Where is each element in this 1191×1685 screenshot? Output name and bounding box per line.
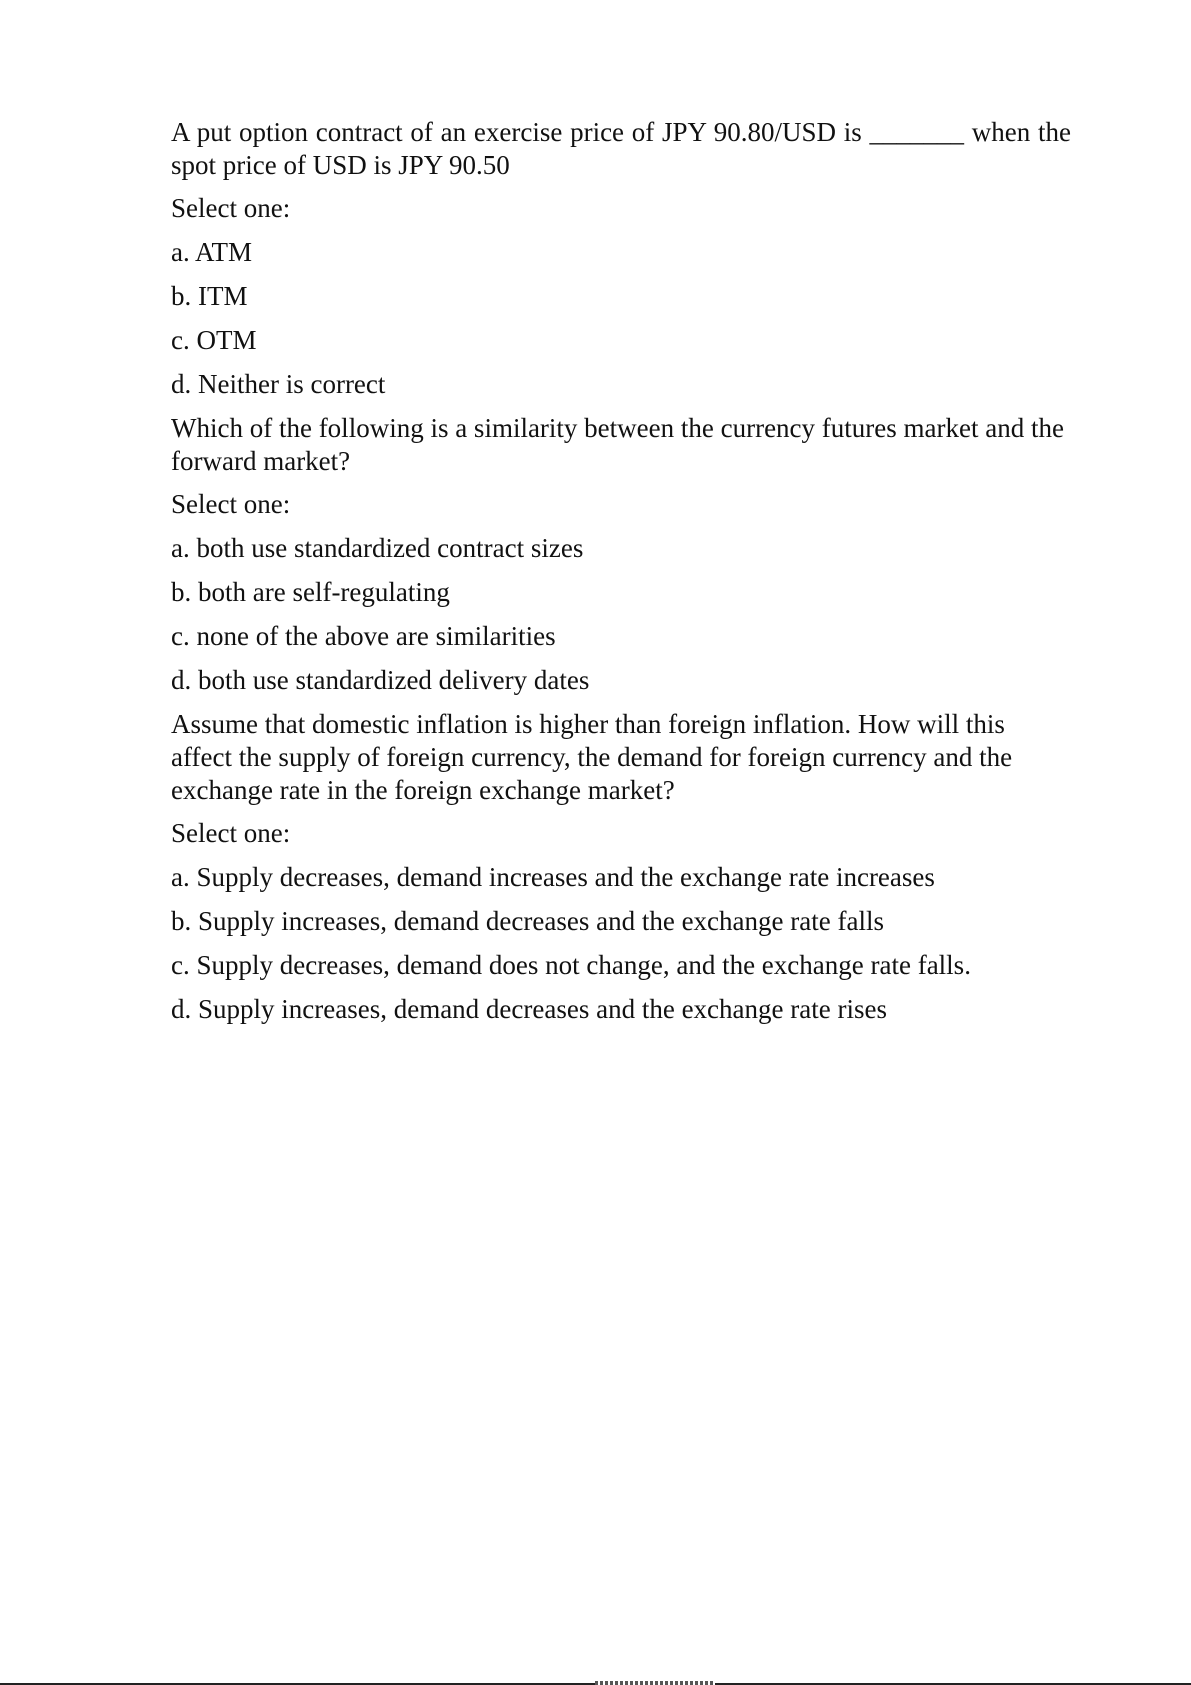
question-text: Assume that domestic inflation is higher than foreign inflation. How will this affect the supply of foreign currency, the demand for foreign currency and the exchange rate in the foreign exchange market? bbox=[171, 709, 1013, 805]
select-one-label: Select one: bbox=[171, 818, 291, 848]
question-2 bbox=[171, 412, 1071, 697]
option-c[interactable]: c. OTM bbox=[171, 325, 257, 355]
select-one-label: Select one: bbox=[171, 193, 291, 223]
option-d[interactable]: d. Supply increases, demand decreases and the exchange rate rises bbox=[171, 994, 887, 1024]
question-text: Which of the following is a similarity between the currency futures market and the forward market? bbox=[171, 413, 1064, 476]
document-page bbox=[171, 116, 1071, 1037]
option-c[interactable]: c. Supply decreases, demand does not change, and the exchange rate falls. bbox=[171, 950, 971, 980]
question-1 bbox=[171, 116, 1071, 401]
option-d[interactable]: d. both use standardized delivery dates bbox=[171, 665, 590, 695]
page-bottom-scan-mark bbox=[595, 1681, 715, 1685]
option-a[interactable]: a. both use standardized contract sizes bbox=[171, 533, 584, 563]
question-text: A put option contract of an exercise price of JPY 90.80/USD is _______ when the spot price of USD is JPY 90.50 bbox=[171, 117, 1071, 180]
option-b[interactable]: b. both are self-regulating bbox=[171, 577, 450, 607]
option-a[interactable]: a. Supply decreases, demand increases and the exchange rate increases bbox=[171, 862, 935, 892]
option-d[interactable]: d. Neither is correct bbox=[171, 369, 386, 399]
question-3 bbox=[171, 708, 1071, 1026]
select-one-label: Select one: bbox=[171, 489, 291, 519]
option-a[interactable]: a. ATM bbox=[171, 237, 252, 267]
option-b[interactable]: b. ITM bbox=[171, 281, 248, 311]
option-b[interactable]: b. Supply increases, demand decreases and the exchange rate falls bbox=[171, 906, 884, 936]
option-c[interactable]: c. none of the above are similarities bbox=[171, 621, 556, 651]
